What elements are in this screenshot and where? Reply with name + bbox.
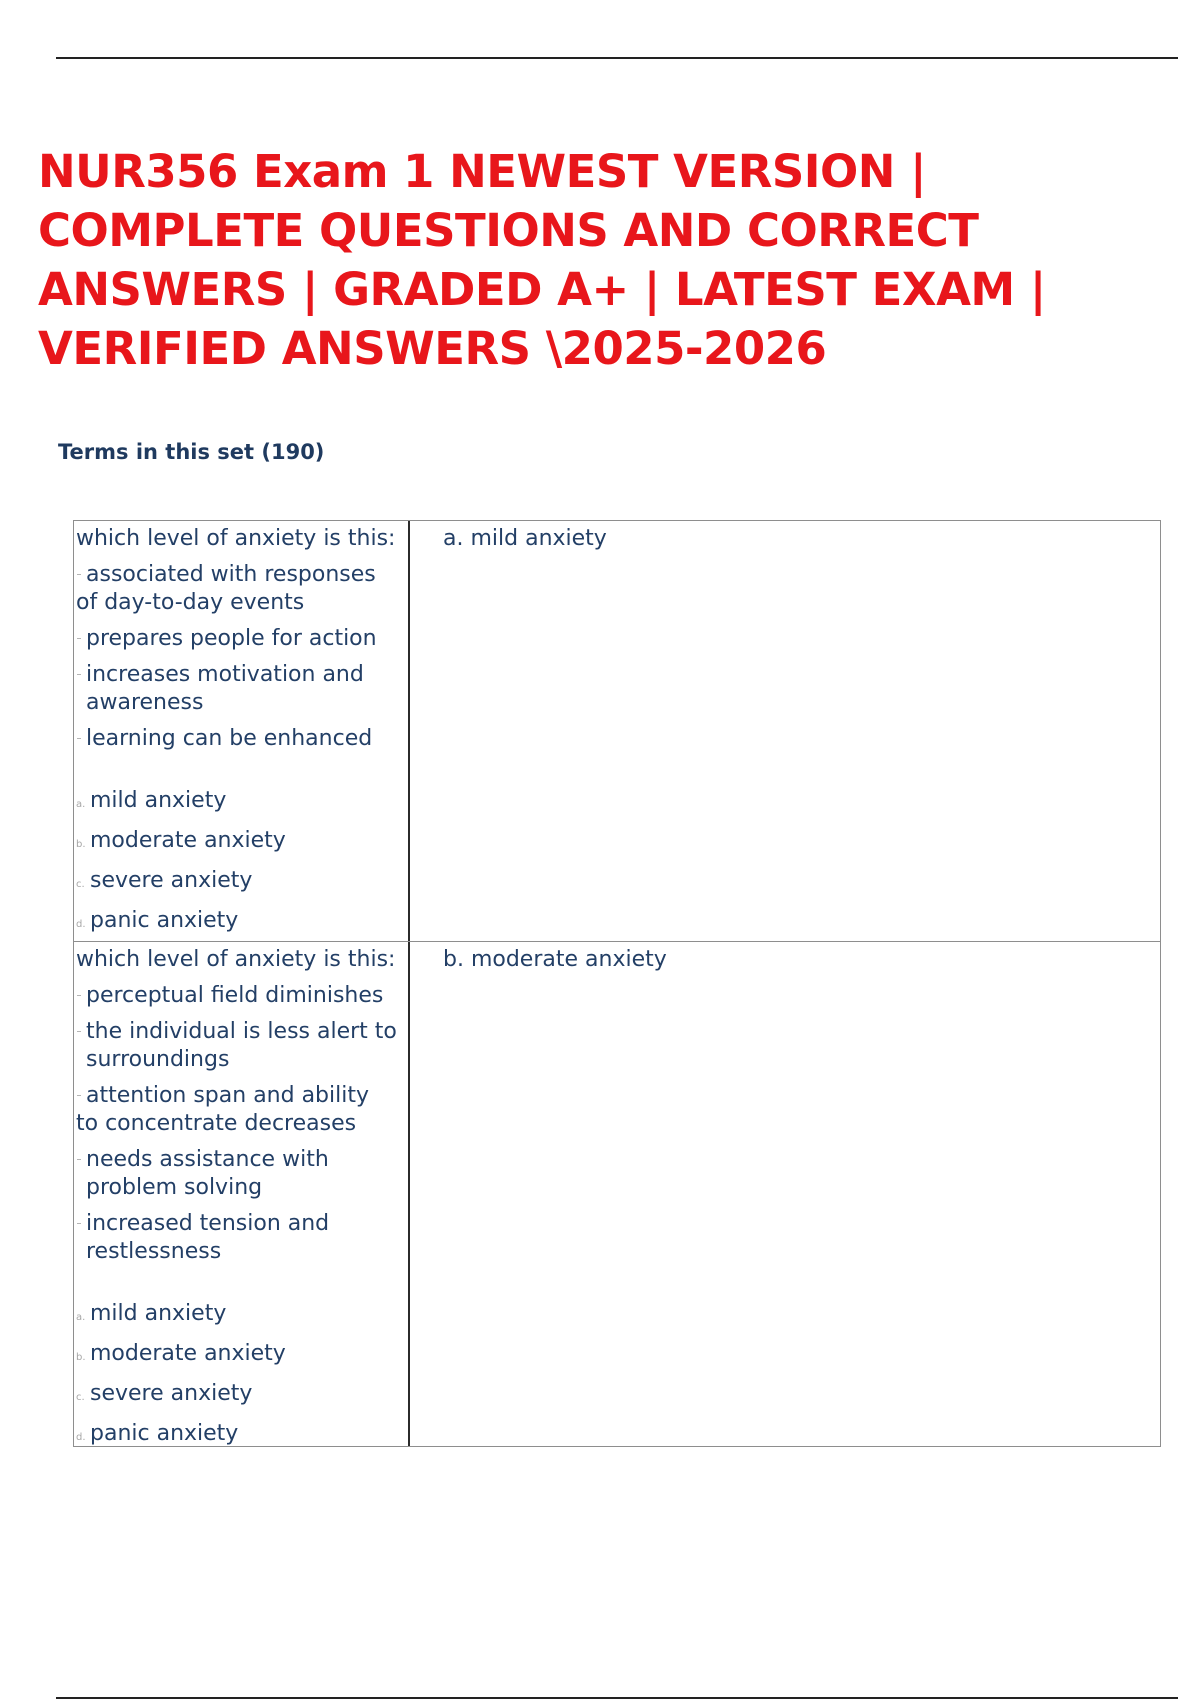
correct-answer: b. moderate anxiety xyxy=(443,947,667,972)
answer-option xyxy=(76,1340,404,1372)
option-letter: a. xyxy=(76,1312,86,1323)
option-letter: b. xyxy=(76,839,86,850)
option-text: panic anxiety xyxy=(90,908,239,933)
question-bullet: increased tension and restlessness xyxy=(76,1210,404,1266)
question-cell xyxy=(74,521,410,941)
bottom-rule xyxy=(56,1697,1178,1699)
answer-option xyxy=(76,1300,404,1332)
answer-option xyxy=(76,1380,404,1412)
option-text: moderate anxiety xyxy=(90,828,286,853)
question-bullet: prepares people for action xyxy=(76,625,404,653)
question-bullet: increases motivation and awareness xyxy=(76,661,404,717)
option-text: moderate anxiety xyxy=(90,1341,286,1366)
question-bullet: attention span and ability xyxy=(76,1082,404,1110)
question-bullet: perceptual field diminishes xyxy=(76,982,404,1010)
term-row xyxy=(74,941,1160,1446)
answer-cell xyxy=(410,942,1160,1446)
answer-options xyxy=(76,787,404,939)
question-bullet: learning can be enhanced xyxy=(76,725,404,753)
answer-option xyxy=(76,867,404,899)
correct-answer: a. mild anxiety xyxy=(443,526,607,551)
question-cell xyxy=(74,942,410,1446)
question-continuation: of day-to-day events xyxy=(76,590,305,615)
terms-table xyxy=(73,520,1161,1447)
option-letter: d. xyxy=(76,1432,86,1443)
option-text: panic anxiety xyxy=(90,1421,239,1446)
answer-options xyxy=(76,1300,404,1446)
option-letter: d. xyxy=(76,919,86,930)
answer-option xyxy=(76,787,404,819)
option-letter: c. xyxy=(76,879,85,890)
option-letter: a. xyxy=(76,799,86,810)
option-letter: c. xyxy=(76,1392,85,1403)
question-prompt: which level of anxiety is this: xyxy=(76,947,396,972)
answer-option xyxy=(76,907,404,939)
document-title: NUR356 Exam 1 NEWEST VERSION | COMPLETE QUESTIONS AND CORRECT ANSWERS | GRADED A+ | LATEST EXAM | VERIFIED ANSWERS \2025-2026 xyxy=(38,145,1046,375)
question-bullet: needs assistance with problem solving xyxy=(76,1146,404,1202)
question-bullet: the individual is less alert to surroundings xyxy=(76,1018,404,1074)
option-text: mild anxiety xyxy=(90,1301,227,1326)
question-continuation: to concentrate decreases xyxy=(76,1111,357,1136)
terms-count-heading: Terms in this set (190) xyxy=(58,440,325,464)
option-text: mild anxiety xyxy=(90,788,227,813)
answer-cell xyxy=(410,521,1160,941)
term-row xyxy=(74,521,1160,941)
answer-option xyxy=(76,1420,404,1446)
question-prompt: which level of anxiety is this: xyxy=(76,526,396,551)
option-letter: b. xyxy=(76,1352,86,1363)
answer-option xyxy=(76,827,404,859)
question-bullet: associated with responses xyxy=(76,561,404,589)
option-text: severe anxiety xyxy=(90,868,253,893)
top-rule xyxy=(56,57,1178,59)
option-text: severe anxiety xyxy=(90,1381,253,1406)
